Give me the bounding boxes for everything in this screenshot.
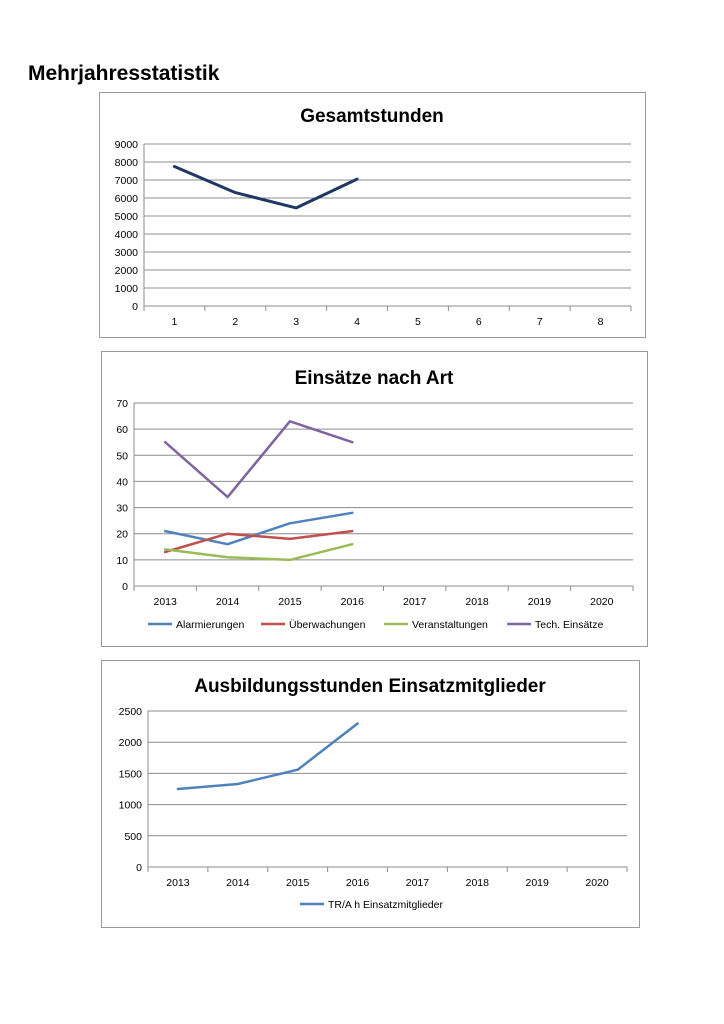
- chart-title: Gesamtstunden: [300, 106, 444, 127]
- chart-gesamtstunden: [99, 92, 646, 338]
- y-tick-label: 8000: [114, 157, 138, 169]
- x-tick-label: 2015: [278, 596, 302, 608]
- plot-area: [115, 139, 631, 328]
- x-tick-label: 2013: [153, 596, 177, 608]
- y-tick-label: 30: [116, 502, 128, 515]
- y-tick-label: 9000: [114, 139, 138, 151]
- series-line-veranstaltungen: [165, 544, 352, 560]
- y-tick-label: 7000: [114, 175, 138, 187]
- x-tick-label: 5: [415, 316, 421, 328]
- series-line-alarmierungen: [165, 513, 352, 544]
- series-line-gesamtstunden: [174, 167, 357, 208]
- legend: [300, 899, 443, 911]
- chart-title: Einsätze nach Art: [294, 368, 454, 389]
- legend-label: TR/A h Einsatzmitglieder: [328, 899, 443, 911]
- y-tick-label: 0: [122, 581, 128, 593]
- x-tick-label: 4: [354, 316, 360, 328]
- chart-ausbildungsstunden: [101, 660, 640, 928]
- x-tick-label: 2014: [215, 596, 240, 608]
- y-tick-label: 40: [116, 476, 128, 489]
- chart-einsaetze-svg: [102, 352, 647, 646]
- y-tick-label: 50: [116, 450, 128, 463]
- x-tick-label: 2018: [465, 877, 489, 889]
- y-tick-label: 4000: [114, 229, 138, 241]
- y-tick-label: 2000: [114, 265, 138, 277]
- y-tick-label: 2500: [118, 706, 142, 718]
- x-tick-label: 2015: [286, 877, 310, 889]
- page-title: Mehrjahresstatistik: [28, 62, 220, 85]
- y-tick-label: 10: [116, 554, 128, 567]
- y-tick-label: 5000: [114, 211, 138, 223]
- plot-area: [116, 398, 633, 608]
- chart-title: Ausbildungsstunden Einsatzmitglieder: [194, 676, 546, 697]
- y-tick-label: 60: [116, 424, 128, 437]
- x-tick-label: 2014: [226, 877, 250, 889]
- legend-label: Veranstaltungen: [412, 619, 488, 631]
- x-tick-label: 2017: [405, 877, 430, 889]
- y-tick-label: 1000: [114, 283, 138, 295]
- y-tick-label: 6000: [114, 193, 138, 205]
- x-tick-label: 2018: [465, 596, 489, 608]
- legend-label: Alarmierungen: [176, 619, 245, 631]
- y-tick-label: 3000: [114, 247, 138, 259]
- x-tick-label: 2: [232, 316, 239, 328]
- series-line-tech-einsätze: [165, 421, 352, 497]
- x-tick-label: 7: [536, 316, 543, 328]
- x-tick-label: 8: [597, 316, 604, 328]
- x-tick-label: 3: [293, 316, 300, 328]
- y-tick-label: 1000: [118, 799, 142, 812]
- x-tick-label: 2017: [403, 596, 427, 608]
- x-tick-label: 2019: [525, 877, 549, 889]
- y-tick-label: 0: [132, 301, 138, 313]
- x-tick-label: 2013: [166, 877, 190, 889]
- x-tick-label: 2016: [340, 596, 364, 608]
- legend-label: Tech. Einsätze: [535, 619, 604, 631]
- y-tick-label: 70: [116, 398, 128, 410]
- x-tick-label: 2020: [585, 877, 609, 889]
- x-tick-label: 6: [475, 316, 482, 328]
- x-tick-label: 2019: [527, 596, 552, 608]
- chart-gesamtstunden-svg: [100, 93, 645, 337]
- y-tick-label: 2000: [118, 737, 142, 750]
- legend-label: Überwachungen: [289, 619, 366, 631]
- y-tick-label: 500: [124, 830, 142, 843]
- x-tick-label: 2016: [345, 877, 370, 889]
- legend: [148, 619, 603, 631]
- chart-einsaetze-nach-art: [101, 351, 648, 647]
- x-tick-label: 1: [171, 316, 178, 328]
- y-tick-label: 0: [136, 862, 142, 874]
- y-tick-label: 20: [116, 528, 128, 541]
- series-line-tr-a-h-einsatzmitglieder: [178, 724, 358, 790]
- plot-area: [119, 706, 627, 889]
- chart-ausbildungsstunden-svg: [102, 661, 639, 927]
- x-tick-label: 2020: [590, 596, 614, 608]
- y-tick-label: 1500: [118, 768, 142, 781]
